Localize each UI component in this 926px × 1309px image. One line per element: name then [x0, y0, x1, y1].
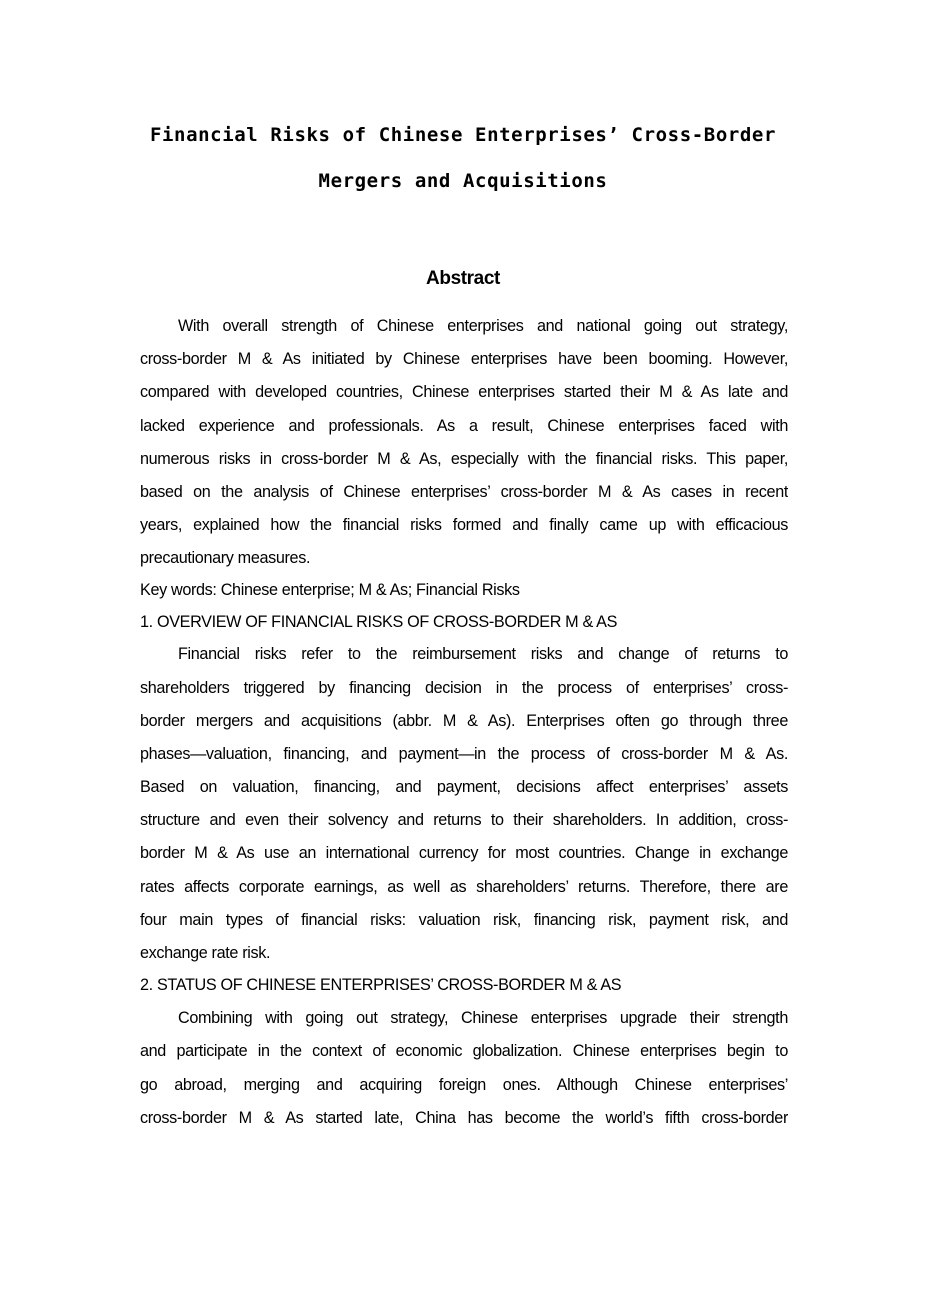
section-1-line: four main types of financial risks: valuation risk, financing risk, payment risk, and: [140, 910, 788, 929]
section-1-line: structure and even their solvency and returns to their shareholders. In addition, cross-: [140, 811, 788, 830]
section-2-line: and participate in the context of economic globalization. Chinese enterprises begin to: [140, 1042, 788, 1061]
abstract-line: With overall strength of Chinese enterprises and national going out strategy,: [178, 317, 788, 335]
section-1-line: Based on valuation, financing, and payment, decisions affect enterprises’ assets: [140, 778, 788, 797]
section-2-line: cross-border M & As started late, China has become the world’s fifth cross-border: [140, 1108, 788, 1127]
section-1-line: exchange rate risk.: [140, 944, 271, 962]
abstract-paragraph: [140, 310, 788, 574]
section-1-line: phases—valuation, financing, and payment—in the process of cross-border M & As.: [140, 744, 788, 763]
section-1-heading: 1. OVERVIEW OF FINANCIAL RISKS OF CROSS-BORDER M & AS: [140, 613, 618, 632]
abstract-line: years, explained how the financial risks formed and finally came up with efficacious: [140, 516, 788, 535]
abstract-line: cross-border M & As initiated by Chinese enterprises have been booming. However,: [140, 350, 788, 369]
section-2-line: Combining with going out strategy, Chinese enterprises upgrade their strength: [178, 1009, 788, 1028]
section-1-paragraph: [140, 638, 788, 969]
abstract-line: based on the analysis of Chinese enterprises’ cross-border M & As cases in recent: [140, 482, 788, 501]
section-1-line: border M & As use an international currency for most countries. Change in exchange: [140, 844, 788, 863]
abstract-line: precautionary measures.: [140, 549, 311, 568]
paper-title-line-2: Mergers and Acquisitions: [318, 170, 608, 192]
abstract-line: compared with developed countries, Chinese enterprises started their M & As late and: [140, 383, 788, 402]
section-2-line: go abroad, merging and acquiring foreign ones. Although Chinese enterprises’: [140, 1075, 788, 1094]
section-1-line: Financial risks refer to the reimbursement risks and change of returns to: [178, 645, 788, 664]
abstract-line: lacked experience and professionals. As a result, Chinese enterprises faced with: [140, 416, 788, 435]
section-2-paragraph: [140, 1002, 788, 1135]
section-1-line: border mergers and acquisitions (abbr. M & As). Enterprises often go through three: [140, 711, 788, 730]
abstract-line: numerous risks in cross-border M & As, especially with the financial risks. This paper,: [140, 449, 788, 468]
keywords: Key words: Chinese enterprise; M & As; Financial Risks: [140, 581, 520, 600]
abstract-heading: Abstract: [426, 268, 500, 289]
paper-title-line-1: Financial Risks of Chinese Enterprises’ Cross-Border: [149, 124, 777, 146]
section-2-heading: 2. STATUS OF CHINESE ENTERPRISES’ CROSS-BORDER M & AS: [140, 976, 622, 994]
section-1-line: shareholders triggered by financing decision in the process of enterprises’ cross-: [140, 678, 788, 697]
paper-body: [140, 310, 788, 1135]
section-1-line: rates affects corporate earnings, as well as shareholders’ returns. Therefore, there are: [140, 877, 788, 896]
